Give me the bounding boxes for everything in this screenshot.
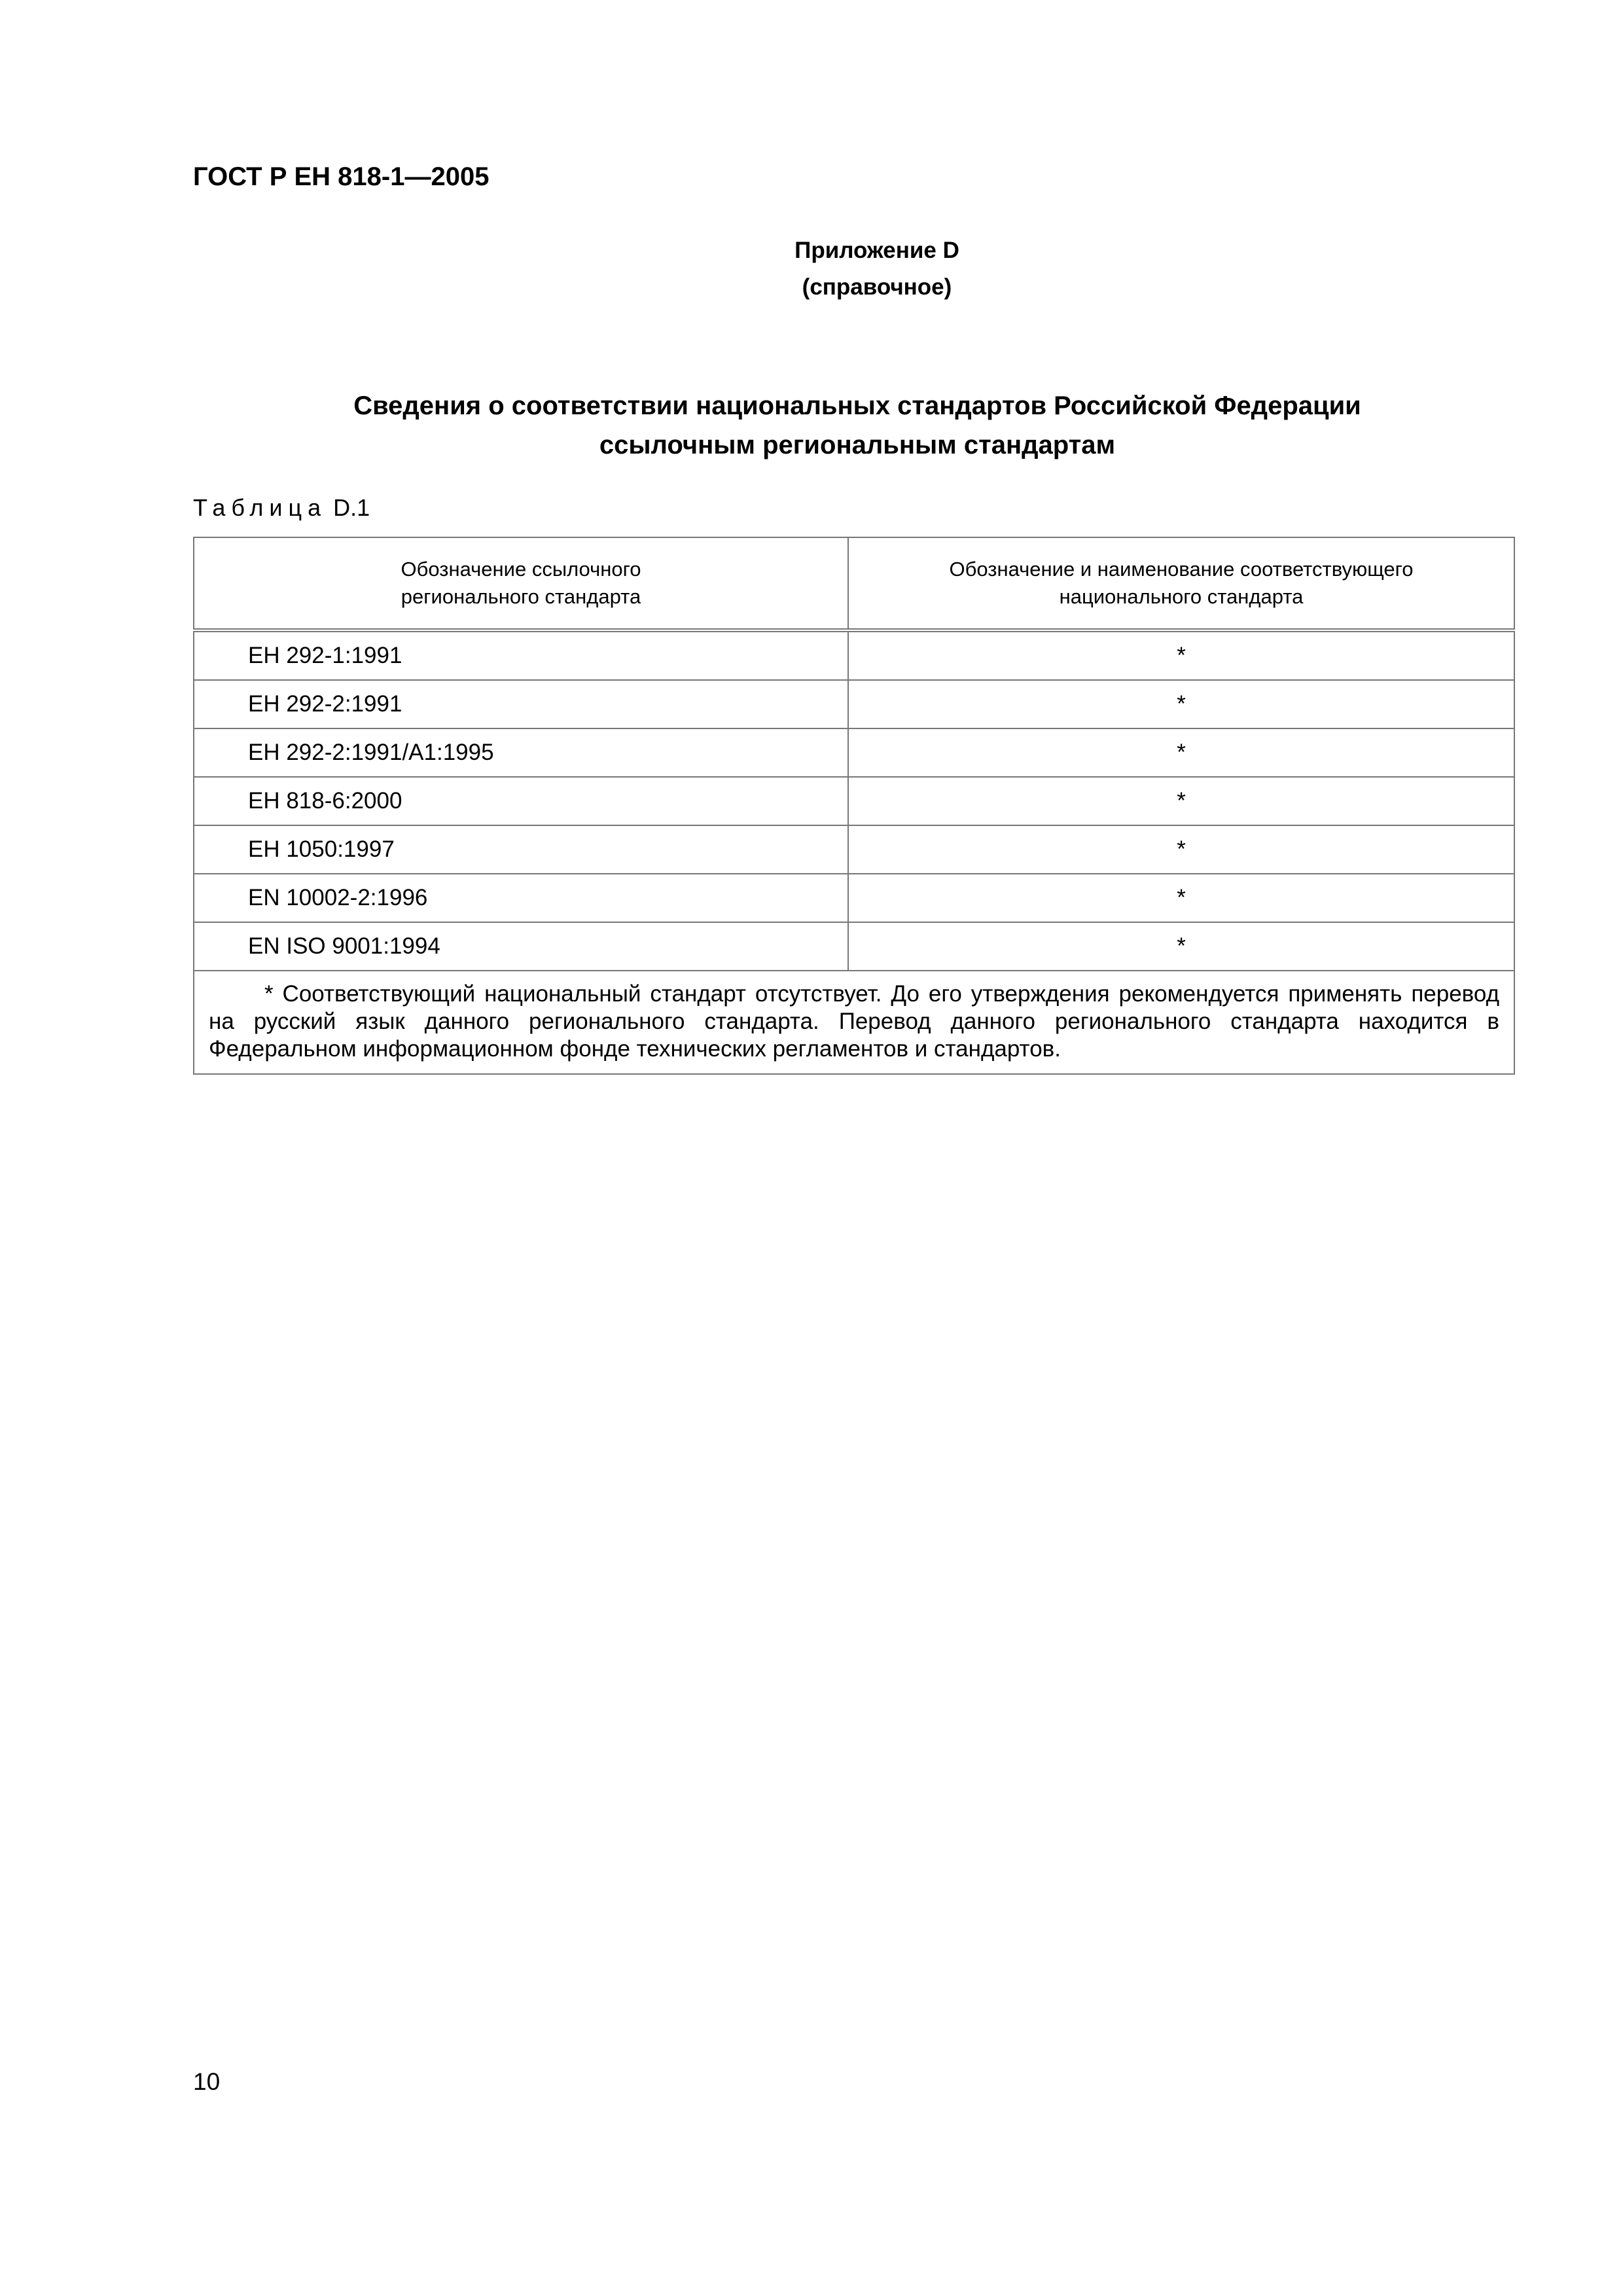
regional-standard-code: ЕН 1050:1997: [194, 825, 848, 874]
table-row: [194, 874, 1514, 922]
regional-standard-code: EN ISO 9001:1994: [194, 922, 848, 971]
header-national-standard: [848, 537, 1514, 630]
header-regional-line-1: Обозначение ссылочного: [401, 558, 641, 581]
regional-standard-code: ЕН 292-1:1991: [194, 630, 848, 680]
header-national-line-2: национального стандарта: [1059, 585, 1304, 608]
national-standard-cell: *: [848, 728, 1514, 777]
header-regional-line-2: регионального стандарта: [401, 585, 641, 608]
table-row: [194, 922, 1514, 971]
regional-standard-code: ЕН 292-2:1991: [194, 680, 848, 728]
annex-title-line-2: ссылочным региональным стандартам: [599, 431, 1116, 459]
regional-standard-code: ЕН 292-2:1991/А1:1995: [194, 728, 848, 777]
table-caption-number: D.1: [333, 494, 370, 521]
table-row: [194, 680, 1514, 728]
header-national-line-1: Обозначение и наименование соответствующего: [949, 558, 1414, 581]
national-standard-cell: *: [848, 922, 1514, 971]
national-standard-cell: *: [848, 825, 1514, 874]
table-row: [194, 777, 1514, 825]
table-footnote-row: [194, 971, 1514, 1074]
annex-status: (справочное): [802, 274, 952, 300]
annex-title: [193, 386, 1522, 465]
table-row: [194, 825, 1514, 874]
table-footnote: * Соответствующий национальный стандарт отсутствует. До его утверждения рекомендуется применять перевод на русский язык данного регионального стандарта. Перевод данного регионального стандарта находится в Федеральном информационном фонде технических регламентов и стандартов.: [194, 971, 1514, 1074]
table-caption: [193, 494, 370, 522]
annex-heading: [707, 232, 1047, 306]
national-standard-cell: *: [848, 874, 1514, 922]
table-header-row: [194, 537, 1514, 630]
national-standard-cell: *: [848, 680, 1514, 728]
table-row: [194, 728, 1514, 777]
annex-title-line-1: Сведения о соответствии национальных стандартов Российской Федерации: [353, 391, 1361, 420]
header-regional-standard: [194, 537, 848, 630]
reference-standards-table: [193, 537, 1515, 1075]
table-caption-word: Таблица: [193, 494, 327, 521]
regional-standard-code: EN 10002-2:1996: [194, 874, 848, 922]
page-number: 10: [193, 2068, 221, 2095]
national-standard-cell: *: [848, 630, 1514, 680]
regional-standard-code: ЕН 818-6:2000: [194, 777, 848, 825]
annex-label: Приложение D: [794, 238, 959, 263]
national-standard-cell: *: [848, 777, 1514, 825]
table-row: [194, 630, 1514, 680]
document-id: ГОСТ Р ЕН 818-1—2005: [193, 162, 490, 191]
